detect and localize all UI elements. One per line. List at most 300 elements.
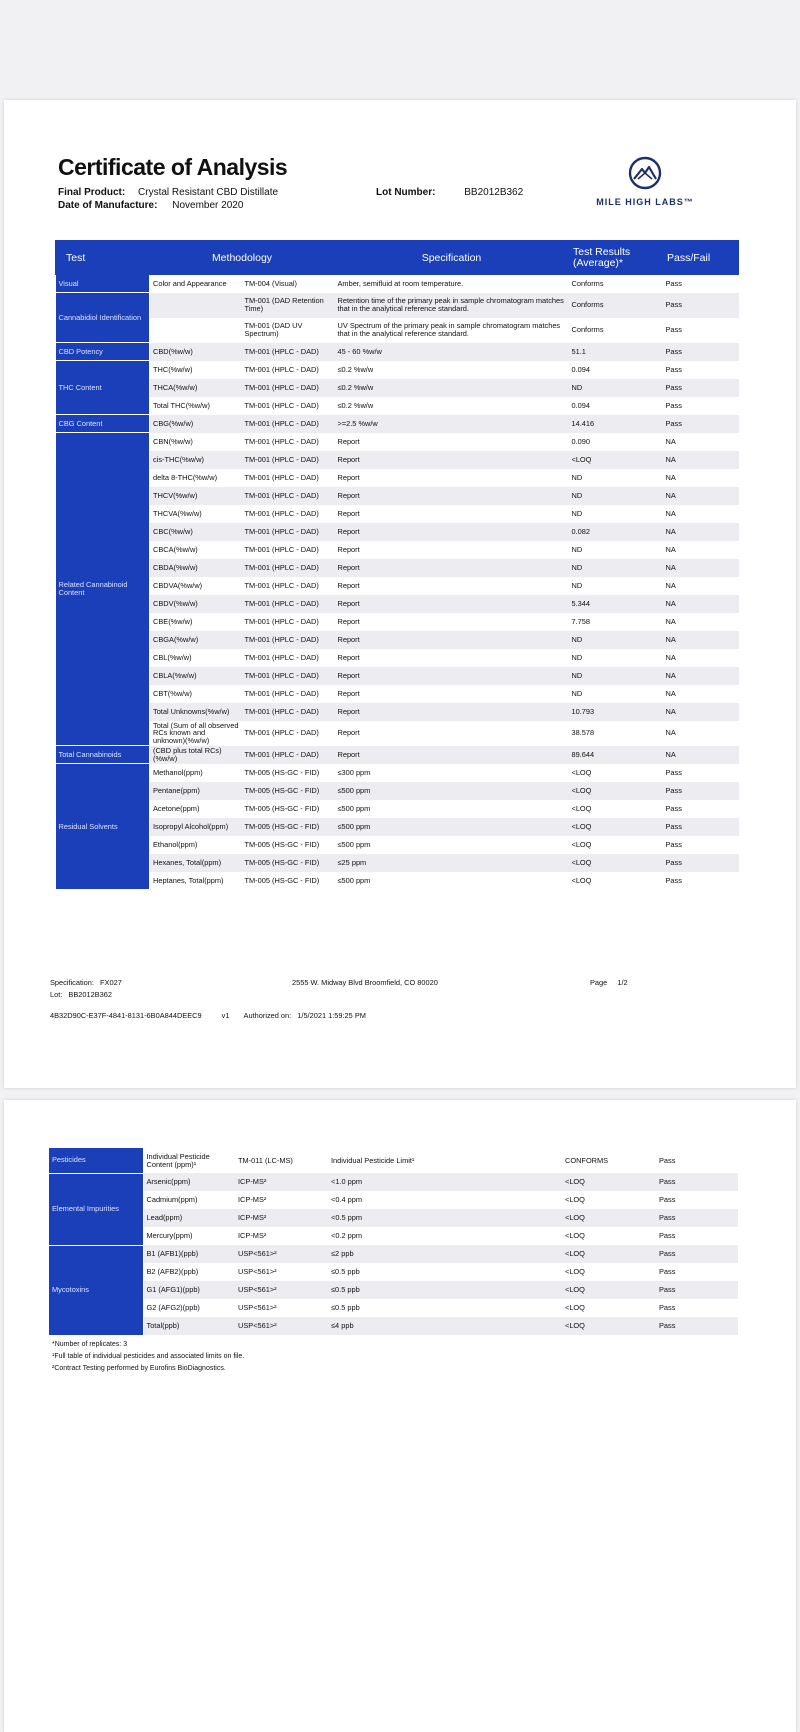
test-name-cell: CBT(%w/w) bbox=[153, 688, 193, 698]
footer-document-id bbox=[50, 1011, 366, 1020]
method-cell: TM-005 (HS-GC - FID) bbox=[242, 818, 335, 836]
table-row bbox=[49, 1191, 738, 1209]
result-cell: <LOQ bbox=[569, 818, 663, 836]
table-row bbox=[56, 836, 739, 854]
pass-fail-cell: Pass bbox=[656, 1245, 738, 1263]
test-name-cell: Total (Sum of all observed RCs known and unknown)(%w/w) bbox=[153, 720, 239, 746]
table-row bbox=[56, 361, 739, 379]
result-cell: ND bbox=[571, 580, 583, 590]
footer-specification bbox=[50, 978, 122, 987]
table-row bbox=[56, 667, 739, 685]
test-name-cell: cis-THC(%w/w) bbox=[150, 451, 242, 469]
spec-cell: ≤2 ppb bbox=[328, 1245, 562, 1263]
table-row bbox=[56, 782, 739, 800]
table-row bbox=[49, 1317, 738, 1335]
method-cell: TM-005 (HS-GC - FID) bbox=[244, 803, 320, 813]
pass-fail-cell: NA bbox=[665, 688, 676, 698]
method-cell: TM-001 (DAD Retention Time) bbox=[242, 293, 335, 318]
result-cell: <LOQ bbox=[565, 1303, 585, 1313]
result-cell: ND bbox=[571, 652, 583, 662]
table-row bbox=[49, 1148, 738, 1173]
spec-cell: ≤0.5 ppb bbox=[331, 1303, 360, 1313]
test-name-cell: CBN(%w/w) bbox=[153, 436, 193, 446]
test-name-cell bbox=[150, 318, 242, 343]
lot-value: BB2012B362 bbox=[464, 187, 524, 198]
test-name-cell: Lead(ppm) bbox=[143, 1209, 235, 1227]
pass-fail-cell: NA bbox=[663, 559, 739, 577]
test-name-cell: Isopropyl Alcohol(ppm) bbox=[150, 818, 242, 836]
category-cell: Pesticides bbox=[49, 1148, 143, 1173]
test-name-cell: CBLA(%w/w) bbox=[150, 667, 242, 685]
result-cell: 0.094 bbox=[571, 364, 590, 374]
pass-fail-cell: NA bbox=[663, 523, 739, 541]
result-cell: <LOQ bbox=[565, 1267, 585, 1277]
spec-cell: ≤500 ppm bbox=[335, 782, 569, 800]
table-row bbox=[56, 487, 739, 505]
spec-cell: Report bbox=[337, 508, 360, 518]
method-cell: TM-001 (HPLC - DAD) bbox=[242, 415, 335, 433]
pass-fail-cell: Pass bbox=[665, 803, 682, 813]
result-cell: 14.416 bbox=[569, 415, 663, 433]
test-name-cell: G1 (AFG1)(ppb) bbox=[143, 1281, 235, 1299]
result-cell: Conforms bbox=[569, 293, 663, 318]
test-name-cell: Total Unknowns(%w/w) bbox=[150, 703, 242, 721]
method-cell: TM-001 (HPLC - DAD) bbox=[242, 667, 335, 685]
footer-lot-label: Lot: bbox=[50, 990, 63, 999]
pass-fail-cell: NA bbox=[663, 667, 739, 685]
pass-fail-cell: NA bbox=[665, 508, 676, 518]
spec-cell: >=2.5 %w/w bbox=[335, 415, 569, 433]
pass-fail-cell: Pass bbox=[663, 343, 739, 361]
method-cell: TM-001 (HPLC - DAD) bbox=[242, 451, 335, 469]
pass-fail-cell: Pass bbox=[663, 782, 739, 800]
footer-spec-value: FX027 bbox=[100, 978, 122, 987]
test-name-cell: THCV(%w/w) bbox=[150, 487, 242, 505]
pass-fail-cell: Pass bbox=[665, 364, 682, 374]
result-cell: 51.1 bbox=[569, 343, 663, 361]
spec-cell: Report bbox=[337, 580, 360, 590]
manufacture-value: November 2020 bbox=[172, 200, 244, 211]
test-name-cell: CBC(%w/w) bbox=[150, 523, 242, 541]
result-cell: ND bbox=[571, 688, 583, 698]
manufacture-label: Date of Manufacture: bbox=[58, 200, 158, 211]
pass-fail-cell: NA bbox=[663, 451, 739, 469]
method-cell: TM-001 (HPLC - DAD) bbox=[244, 616, 319, 626]
analysis-table bbox=[55, 240, 739, 890]
pass-fail-cell: Pass bbox=[665, 325, 682, 335]
test-name-cell: CBDVA(%w/w) bbox=[153, 580, 203, 590]
result-cell: ND bbox=[571, 472, 583, 482]
spec-cell: Report bbox=[335, 667, 569, 685]
header-methodology: Methodology bbox=[150, 241, 335, 275]
coa-page-2 bbox=[4, 1100, 796, 1732]
spec-cell: Report bbox=[337, 436, 360, 446]
table-row bbox=[56, 703, 739, 721]
method-cell: TM-004 (Visual) bbox=[244, 278, 297, 288]
method-cell: TM-005 (HS-GC - FID) bbox=[244, 875, 320, 885]
result-cell: <LOQ bbox=[569, 782, 663, 800]
spec-cell: Report bbox=[335, 595, 569, 613]
method-cell: TM-001 (HPLC - DAD) bbox=[242, 703, 335, 721]
result-cell: <LOQ bbox=[571, 767, 592, 777]
table-row bbox=[49, 1173, 738, 1191]
lot-number bbox=[376, 187, 523, 198]
pass-fail-cell: Pass bbox=[656, 1281, 738, 1299]
pass-fail-cell: Pass bbox=[656, 1173, 738, 1191]
table-row bbox=[56, 721, 739, 746]
spec-cell: ≤0.2 %w/w bbox=[337, 364, 374, 374]
pass-fail-cell: Pass bbox=[665, 400, 682, 410]
method-cell: TM-001 (HPLC - DAD) bbox=[244, 436, 319, 446]
footer-page-value: 1/2 bbox=[617, 978, 628, 987]
test-name-cell: Arsenic(ppm) bbox=[143, 1173, 235, 1191]
spec-cell: ≤300 ppm bbox=[337, 767, 371, 777]
test-name-cell: Pentane(ppm) bbox=[150, 782, 242, 800]
footer-authorized-value: 1/5/2021 1:59:25 PM bbox=[297, 1011, 366, 1020]
footer-address: 2555 W. Midway Blvd Broomfield, CO 80020 bbox=[292, 978, 438, 987]
category-cell: Visual bbox=[56, 275, 150, 293]
test-name-cell: CBDA(%w/w) bbox=[150, 559, 242, 577]
footer-lot bbox=[50, 990, 112, 999]
result-cell: ND bbox=[569, 667, 663, 685]
result-cell: <LOQ bbox=[565, 1231, 585, 1241]
method-cell: TM-001 (HPLC - DAD) bbox=[242, 343, 335, 361]
table-row bbox=[56, 523, 739, 541]
method-cell: TM-005 (HS-GC - FID) bbox=[242, 782, 335, 800]
pass-fail-cell: Pass bbox=[656, 1209, 738, 1227]
result-cell: ND bbox=[569, 379, 663, 397]
table-row bbox=[56, 631, 739, 649]
result-cell: ND bbox=[571, 508, 583, 518]
method-cell: TM-001 (HPLC - DAD) bbox=[242, 379, 335, 397]
test-name-cell: Cadmium(ppm) bbox=[146, 1195, 198, 1205]
result-cell: <LOQ bbox=[562, 1209, 656, 1227]
spec-cell: ≤0.2 %w/w bbox=[335, 379, 569, 397]
test-name-cell: (CBD plus total RCs)(%w/w) bbox=[150, 746, 242, 764]
result-cell: 0.082 bbox=[569, 523, 663, 541]
spec-cell: Report bbox=[335, 487, 569, 505]
note-pesticides: ¹Full table of individual pesticides and associated limits on file. bbox=[52, 1353, 245, 1360]
spec-cell: ≤500 ppm bbox=[337, 875, 371, 885]
method-cell: TM-001 (DAD UV Spectrum) bbox=[244, 321, 303, 338]
pass-fail-cell: NA bbox=[665, 436, 676, 446]
pass-fail-cell: NA bbox=[665, 616, 676, 626]
method-cell: TM-011 (LC-MS) bbox=[238, 1155, 293, 1165]
header-pass-fail: Pass/Fail bbox=[663, 241, 739, 275]
spec-cell: Report bbox=[337, 472, 360, 482]
spec-cell: ≤500 ppm bbox=[335, 818, 569, 836]
pass-fail-cell: Pass bbox=[663, 379, 739, 397]
result-cell: <LOQ bbox=[562, 1317, 656, 1335]
test-name-cell: CBG(%w/w) bbox=[150, 415, 242, 433]
pass-fail-cell: NA bbox=[663, 487, 739, 505]
method-cell: TM-001 (HPLC - DAD) bbox=[242, 595, 335, 613]
header-specification: Specification bbox=[335, 241, 569, 275]
method-cell: ICP-MS² bbox=[235, 1209, 328, 1227]
result-cell: 38.578 bbox=[571, 728, 595, 738]
category-cell: CBG Content bbox=[56, 415, 150, 433]
pass-fail-cell: NA bbox=[665, 580, 676, 590]
result-cell: Conforms bbox=[571, 278, 604, 288]
method-cell: TM-001 (HPLC - DAD) bbox=[244, 400, 319, 410]
pass-fail-cell: NA bbox=[665, 472, 676, 482]
result-cell: <LOQ bbox=[571, 803, 592, 813]
test-name-cell: Total(ppb) bbox=[143, 1317, 235, 1335]
table-row bbox=[56, 685, 739, 703]
test-name-cell: THCVA(%w/w) bbox=[153, 508, 202, 518]
table-row bbox=[56, 469, 739, 487]
spec-cell: ≤500 ppm bbox=[337, 839, 371, 849]
table-row bbox=[56, 559, 739, 577]
test-name-cell: Color and Appearance bbox=[153, 278, 227, 288]
method-cell: USP<561>² bbox=[235, 1281, 328, 1299]
spec-cell: Individual Pesticide Limit¹ bbox=[331, 1155, 415, 1165]
note-contract-testing: ²Contract Testing performed by Eurofins BioDiagnostics. bbox=[52, 1365, 226, 1372]
table-row bbox=[56, 764, 739, 782]
table-row bbox=[56, 746, 739, 764]
pass-fail-cell: Pass bbox=[659, 1303, 676, 1313]
header-test-results: Test Results (Average)* bbox=[569, 241, 663, 275]
pass-fail-cell: Pass bbox=[663, 818, 739, 836]
method-cell: TM-001 (HPLC - DAD) bbox=[244, 652, 319, 662]
page-title: Certificate of Analysis bbox=[58, 154, 288, 180]
spec-cell: Report bbox=[337, 616, 360, 626]
test-name-cell: Hexanes, Total(ppm) bbox=[150, 854, 242, 872]
spec-cell: Report bbox=[335, 631, 569, 649]
test-name-cell: Ethanol(ppm) bbox=[153, 839, 198, 849]
result-cell: <LOQ bbox=[565, 1195, 585, 1205]
category-cell: CBD Potency bbox=[56, 343, 150, 361]
method-cell: TM-001 (HPLC - DAD) bbox=[242, 746, 335, 764]
test-name-cell: Heptanes, Total(ppm) bbox=[153, 875, 224, 885]
method-cell: TM-001 (HPLC - DAD) bbox=[242, 559, 335, 577]
table-row bbox=[56, 595, 739, 613]
table-row bbox=[56, 275, 739, 293]
result-cell: ND bbox=[569, 487, 663, 505]
test-name-cell: CBL(%w/w) bbox=[153, 652, 192, 662]
table-row bbox=[56, 649, 739, 667]
pass-fail-cell: NA bbox=[663, 746, 739, 764]
result-cell: 0.094 bbox=[571, 400, 590, 410]
final-product-label: Final Product: bbox=[58, 187, 126, 198]
result-cell: ND bbox=[569, 631, 663, 649]
result-cell: <LOQ bbox=[571, 839, 592, 849]
test-name-cell: Individual Pesticide Content (ppm)¹ bbox=[146, 1151, 210, 1169]
method-cell: USP<561>² bbox=[238, 1267, 277, 1277]
footer-page bbox=[590, 978, 628, 987]
test-name-cell: CBE(%w/w) bbox=[153, 616, 193, 626]
table-row bbox=[56, 415, 739, 433]
pass-fail-cell: NA bbox=[665, 728, 676, 738]
method-cell: TM-001 (HPLC - DAD) bbox=[244, 508, 319, 518]
final-product bbox=[58, 187, 278, 198]
table-row bbox=[49, 1209, 738, 1227]
test-name-cell: B1 (AFB1)(ppb) bbox=[143, 1245, 235, 1263]
footer-lot-value: BB2012B362 bbox=[68, 990, 112, 999]
spec-cell: ≤0.5 ppb bbox=[328, 1281, 562, 1299]
pass-fail-cell: Pass bbox=[659, 1231, 676, 1241]
spec-cell: <0.2 ppm bbox=[331, 1231, 363, 1241]
result-cell: Conforms bbox=[571, 325, 604, 335]
test-name-cell: THCA(%w/w) bbox=[150, 379, 242, 397]
spec-cell: ≤500 ppm bbox=[337, 803, 371, 813]
test-name-cell: CBD(%w/w) bbox=[150, 343, 242, 361]
table-row bbox=[49, 1227, 738, 1245]
test-name-cell: CBGA(%w/w) bbox=[150, 631, 242, 649]
spec-cell: Report bbox=[335, 559, 569, 577]
method-cell: TM-001 (HPLC - DAD) bbox=[242, 523, 335, 541]
method-cell: TM-001 (HPLC - DAD) bbox=[244, 728, 319, 738]
method-cell: TM-001 (HPLC - DAD) bbox=[242, 487, 335, 505]
pass-fail-cell: Pass bbox=[663, 415, 739, 433]
test-name-cell: Total THC(%w/w) bbox=[153, 400, 210, 410]
logo-text: MILE HIGH LABS™ bbox=[596, 197, 694, 207]
method-cell: TM-001 (HPLC - DAD) bbox=[244, 472, 319, 482]
method-cell: TM-001 (HPLC - DAD) bbox=[244, 364, 319, 374]
table-row bbox=[56, 343, 739, 361]
spec-cell: Report bbox=[335, 451, 569, 469]
pass-fail-cell: NA bbox=[665, 544, 676, 554]
header-test: Test bbox=[56, 241, 150, 275]
method-cell: TM-001 (HPLC - DAD) bbox=[242, 631, 335, 649]
table-row bbox=[56, 818, 739, 836]
spec-cell: Report bbox=[335, 523, 569, 541]
pass-fail-cell: NA bbox=[663, 703, 739, 721]
spec-cell: UV Spectrum of the primary peak in sample chromatogram matches that in the analytical reference standard. bbox=[337, 321, 561, 338]
result-cell: <LOQ bbox=[562, 1173, 656, 1191]
result-cell: ND bbox=[571, 544, 583, 554]
footer-spec-label: Specification: bbox=[50, 978, 94, 987]
spec-cell: Report bbox=[337, 728, 360, 738]
table-row bbox=[56, 318, 739, 343]
method-cell: TM-001 (HPLC - DAD) bbox=[244, 580, 319, 590]
note-replicates: *Number of replicates: 3 bbox=[52, 1341, 128, 1348]
result-cell: CONFORMS bbox=[565, 1155, 609, 1165]
pass-fail-cell: Pass bbox=[659, 1195, 676, 1205]
result-cell: <LOQ bbox=[571, 875, 592, 885]
method-cell: TM-005 (HS-GC - FID) bbox=[244, 767, 320, 777]
table-row bbox=[56, 293, 739, 318]
table-header-row bbox=[56, 241, 739, 275]
pass-fail-cell: Pass bbox=[656, 1317, 738, 1335]
table-row bbox=[56, 577, 739, 595]
table-row bbox=[56, 541, 739, 559]
table-row bbox=[49, 1263, 738, 1281]
footer-doc-id: 4B32D90C-E37F-4841-8131-6B0A844DEEC9 bbox=[50, 1011, 202, 1020]
table-row bbox=[56, 397, 739, 415]
method-cell: ICP-MS² bbox=[238, 1231, 267, 1241]
pass-fail-cell: NA bbox=[665, 652, 676, 662]
method-cell: TM-005 (HS-GC - FID) bbox=[242, 854, 335, 872]
pass-fail-cell: Pass bbox=[665, 767, 682, 777]
category-cell: Cannabidiol Identification bbox=[56, 293, 150, 343]
test-name-cell: G2 (AFG2)(ppb) bbox=[146, 1303, 200, 1313]
test-name-cell: delta 8-THC(%w/w) bbox=[153, 472, 218, 482]
lot-label: Lot Number: bbox=[376, 187, 436, 198]
pass-fail-cell: Pass bbox=[665, 875, 682, 885]
table-row bbox=[49, 1299, 738, 1317]
coa-page-1 bbox=[4, 100, 796, 1088]
test-name-cell: B2 (AFB2)(ppb) bbox=[146, 1267, 199, 1277]
spec-cell: Report bbox=[335, 746, 569, 764]
method-cell: USP<561>² bbox=[235, 1317, 328, 1335]
spec-cell: ≤0.2 %w/w bbox=[337, 400, 374, 410]
final-product-value: Crystal Resistant CBD Distillate bbox=[138, 187, 279, 198]
result-cell: 5.344 bbox=[569, 595, 663, 613]
category-cell: Mycotoxins bbox=[49, 1245, 143, 1335]
table-row bbox=[56, 379, 739, 397]
mountain-logo-icon bbox=[626, 156, 664, 190]
spec-cell: <1.0 ppm bbox=[328, 1173, 562, 1191]
method-cell: USP<561>² bbox=[238, 1303, 277, 1313]
category-cell: Elemental Impurities bbox=[49, 1173, 143, 1245]
manufacture-date bbox=[58, 200, 243, 211]
result-cell: 0.090 bbox=[571, 436, 590, 446]
category-cell: THC Content bbox=[56, 361, 150, 415]
spec-cell: Amber, semifluid at room temperature. bbox=[337, 278, 464, 288]
spec-cell: Report bbox=[337, 544, 360, 554]
table-row bbox=[56, 433, 739, 451]
pass-fail-cell: NA bbox=[663, 595, 739, 613]
impurities-table bbox=[49, 1148, 738, 1336]
result-cell: <LOQ bbox=[562, 1245, 656, 1263]
test-name-cell: CBCA(%w/w) bbox=[153, 544, 198, 554]
table-row bbox=[56, 872, 739, 890]
pass-fail-cell: Pass bbox=[659, 1267, 676, 1277]
result-cell: <LOQ bbox=[569, 854, 663, 872]
spec-cell: 45 - 60 %w/w bbox=[335, 343, 569, 361]
spec-cell: <0.5 ppm bbox=[328, 1209, 562, 1227]
test-name-cell: THC(%w/w) bbox=[153, 364, 193, 374]
footer-version: v1 bbox=[221, 1011, 230, 1020]
result-cell: 10.793 bbox=[569, 703, 663, 721]
method-cell: ICP-MS² bbox=[235, 1173, 328, 1191]
method-cell: TM-001 (HPLC - DAD) bbox=[244, 544, 319, 554]
table-row bbox=[56, 800, 739, 818]
mile-high-labs-logo bbox=[590, 156, 700, 207]
result-cell: <LOQ bbox=[562, 1281, 656, 1299]
footer-page-label: Page bbox=[590, 978, 608, 987]
table-row bbox=[49, 1281, 738, 1299]
category-cell: Total Cannabinoids bbox=[56, 746, 150, 764]
method-cell: USP<561>² bbox=[235, 1245, 328, 1263]
method-cell: TM-005 (HS-GC - FID) bbox=[244, 839, 320, 849]
spec-cell: Report bbox=[337, 652, 360, 662]
result-cell: 89.644 bbox=[569, 746, 663, 764]
method-cell: ICP-MS² bbox=[238, 1195, 267, 1205]
category-cell: Residual Solvents bbox=[56, 764, 150, 890]
pass-fail-cell: NA bbox=[663, 631, 739, 649]
test-name-cell: CBDV(%w/w) bbox=[150, 595, 242, 613]
pass-fail-cell: Pass bbox=[659, 1155, 676, 1165]
result-cell: ND bbox=[569, 559, 663, 577]
table-row bbox=[49, 1245, 738, 1263]
pass-fail-cell: Pass bbox=[665, 839, 682, 849]
test-name-cell: Acetone(ppm) bbox=[153, 803, 200, 813]
spec-cell: ≤25 ppm bbox=[335, 854, 569, 872]
test-name-cell: Methanol(ppm) bbox=[153, 767, 203, 777]
pass-fail-cell: Pass bbox=[663, 854, 739, 872]
spec-cell: <0.4 ppm bbox=[331, 1195, 363, 1205]
spec-cell: ≤0.5 ppb bbox=[331, 1267, 360, 1277]
test-name-cell: Mercury(ppm) bbox=[146, 1231, 193, 1241]
method-cell: TM-001 (HPLC - DAD) bbox=[244, 688, 319, 698]
pass-fail-cell: Pass bbox=[665, 278, 682, 288]
table-row bbox=[56, 505, 739, 523]
spec-cell: Report bbox=[335, 703, 569, 721]
test-name-cell bbox=[150, 293, 242, 318]
table-row bbox=[56, 451, 739, 469]
